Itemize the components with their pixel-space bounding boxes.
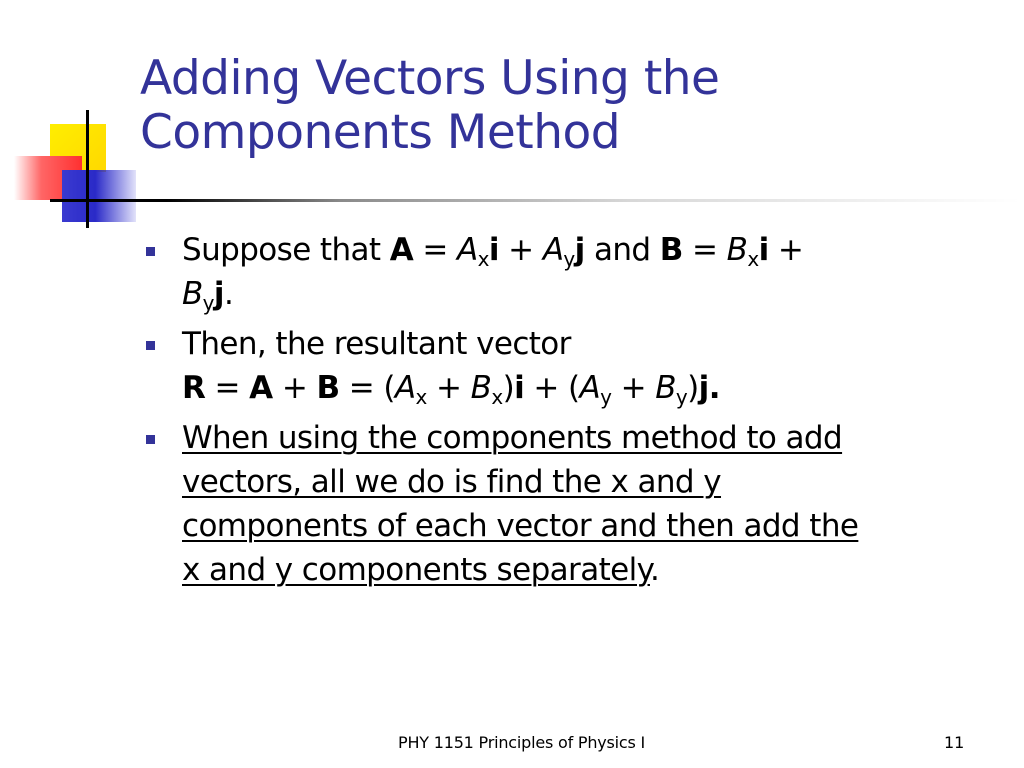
vector-A: A [389, 232, 414, 268]
text: + [272, 370, 317, 406]
subscript: x [747, 247, 759, 271]
unit-vector-j: j [213, 276, 224, 312]
footer-course-title: PHY 1151 Principles of Physics I [398, 733, 646, 752]
text: = [682, 232, 727, 268]
text: x and y components separately [182, 552, 650, 588]
unit-vector-i: i [758, 232, 769, 268]
text: + [611, 370, 656, 406]
subscript: y [600, 385, 612, 409]
title-line-1: Adding Vectors Using the [140, 51, 720, 106]
text: + [768, 232, 804, 268]
title-line-2: Components Method [140, 105, 621, 160]
text: ) [502, 370, 515, 406]
page-number: 11 [944, 733, 965, 752]
bullet-2-line-2 [182, 366, 976, 410]
bullet-list [146, 228, 976, 598]
subscript: y [563, 247, 575, 271]
logo-vertical-line [86, 110, 89, 228]
subscript: y [202, 291, 214, 315]
scalar-A: A [579, 370, 601, 406]
vector-B: B [316, 370, 340, 406]
scalar-B: B [726, 232, 748, 268]
subscript: x [491, 385, 503, 409]
bullet-3-line-1: When using the components method to add [182, 420, 843, 456]
scalar-A: A [457, 232, 478, 268]
unit-vector-i: i [488, 232, 499, 268]
text: = ( [339, 370, 395, 406]
text: = [413, 232, 458, 268]
bullet-2-line-1: Then, the resultant vector [182, 326, 571, 362]
bullet-item-2 [146, 322, 976, 410]
vector-A: A [249, 370, 273, 406]
slide-title [140, 52, 1000, 160]
subscript: x [415, 385, 427, 409]
logo-blue-block [62, 170, 136, 222]
subscript: x [477, 247, 489, 271]
bullet-square-icon [146, 435, 155, 444]
vector-R: R [182, 370, 206, 406]
scalar-B: B [655, 370, 676, 406]
text: . [708, 370, 720, 406]
bullet-item-1 [146, 228, 976, 316]
bullet-1-line-1 [182, 228, 976, 272]
bullet-3-line-2: vectors, all we do is find the x and y [182, 464, 722, 500]
vector-B: B [659, 232, 683, 268]
text: and [584, 232, 660, 268]
bullet-3-line-3: components of each vector and then add the [182, 508, 859, 544]
text: Suppose that [182, 232, 390, 268]
bullet-square-icon [146, 341, 155, 350]
title-divider-line [50, 199, 1020, 202]
bullet-item-3 [146, 416, 976, 592]
text: + [426, 370, 471, 406]
text: = [205, 370, 250, 406]
bullet-square-icon [146, 247, 155, 256]
bullet-1-line-2 [182, 272, 976, 316]
subscript: y [675, 385, 688, 409]
unit-vector-i: i [514, 370, 525, 406]
text: . [649, 552, 660, 588]
scalar-A: A [542, 232, 564, 268]
scalar-A: A [394, 370, 416, 406]
scalar-B: B [182, 276, 203, 312]
bullet-3-line-4 [182, 548, 976, 592]
unit-vector-j: j [574, 232, 585, 268]
unit-vector-j: j [698, 370, 709, 406]
text: + [498, 232, 543, 268]
scalar-B: B [470, 370, 492, 406]
text: + ( [524, 370, 580, 406]
text: . [223, 276, 234, 312]
text: ) [687, 370, 699, 406]
